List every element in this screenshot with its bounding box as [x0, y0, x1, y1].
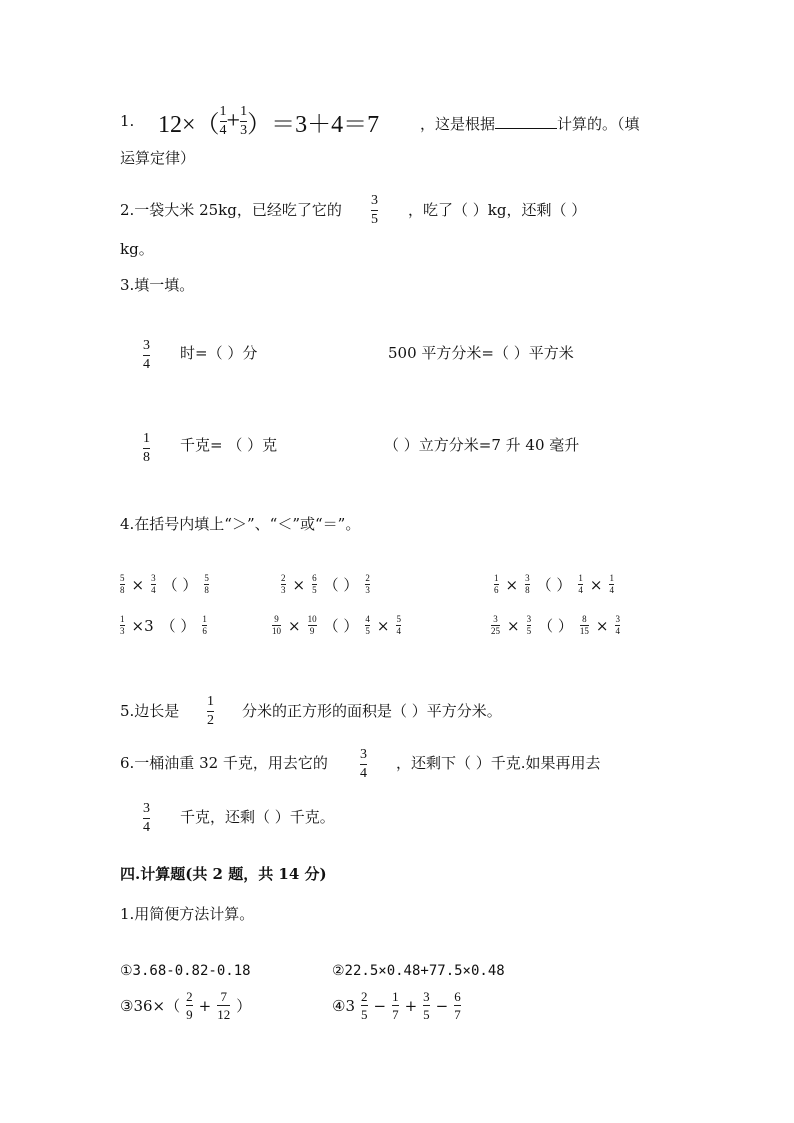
q1-text-a: ，这是根据: [420, 115, 496, 133]
q3-title: 3.填一填。: [120, 276, 195, 294]
fraction: $\frac{1}{4}$: [609, 573, 614, 595]
q5-text-b: 分米的正方形的面积是（ ）平方分米。: [242, 702, 502, 720]
fraction: $\frac{1}{7}$: [392, 989, 399, 1022]
fraction: $\frac{5}{4}$: [396, 614, 401, 636]
numerator: 3: [360, 747, 367, 762]
q6-text-c: 千克，还剩（ ）千克。: [180, 808, 335, 826]
numerator: 3: [143, 801, 150, 816]
fraction: $\frac{2}{3}$: [365, 573, 370, 595]
fraction: $\frac{3}{5}$: [526, 614, 532, 636]
q2-text-b: ，吃了（ ）kg，还剩（ ）: [408, 201, 587, 219]
denominator: 4: [219, 123, 227, 138]
q6-fraction-2: [143, 802, 150, 835]
q3-r1c2-text: 500 平方分米=（ ）平方米: [388, 344, 574, 362]
q1-line2: 运算定律）: [120, 149, 196, 167]
fraction: $\frac{10}{9}$: [307, 614, 317, 636]
answer-paren[interactable]: （ ）: [323, 617, 359, 635]
minus-sign: −: [435, 996, 449, 1015]
times-sign: ×: [376, 616, 390, 635]
times-sign: ×: [507, 616, 520, 635]
p4-start: ④3: [332, 996, 355, 1015]
answer-paren[interactable]: （ ）: [160, 617, 196, 635]
answer-paren[interactable]: （ ）: [162, 576, 198, 594]
answer-paren[interactable]: （ ）: [536, 576, 572, 594]
calc-problem-2: ②22.5×0.48+77.5×0.48: [332, 963, 505, 979]
numerator: 3: [371, 193, 378, 208]
fraction: $\frac{4}{5}$: [365, 614, 370, 636]
denominator: 4: [360, 766, 367, 781]
answer-paren[interactable]: （ ）: [323, 576, 359, 594]
q3-r2c1-text: 千克= （ ）克: [180, 436, 278, 454]
q1-fraction-1: [220, 105, 227, 138]
denominator: 5: [371, 212, 378, 227]
q4-title: 4.在括号内填上“＞”、“＜”或“＝”。: [120, 515, 361, 533]
q6-text-b: ，还剩下（ ）千克.如果再用去: [396, 754, 601, 772]
p3-start: ③36×（: [120, 997, 181, 1015]
p3-end: ）: [236, 997, 252, 1015]
numerator: 3: [143, 338, 150, 353]
answer-paren[interactable]: （ ）: [538, 617, 573, 635]
fraction: $\frac{5}{8}$: [204, 573, 209, 595]
numerator: 1: [143, 431, 150, 446]
q4-row2-item2: [272, 615, 401, 636]
plus-sign: +: [198, 996, 212, 1015]
fraction: $\frac{3}{4}$: [615, 614, 620, 636]
denominator: 8: [143, 450, 150, 465]
q1-expr-end: ）＝3＋4＝7: [247, 112, 380, 138]
q6-text-a: 6.一桶油重 32 千克，用去它的: [120, 754, 328, 772]
q1-expr-start: 12×（: [158, 112, 220, 138]
calc-problem-3: [120, 990, 251, 1021]
numerator: 1: [207, 694, 214, 709]
fraction: $\frac{1}{6}$: [494, 573, 499, 595]
q5-fraction: [207, 695, 214, 728]
q2-text-a: 2.一袋大米 25kg，已经吃了它的: [120, 201, 342, 219]
denominator: 4: [143, 357, 150, 372]
plus-sign: +: [404, 996, 418, 1015]
fraction: $\frac{3}{4}$: [151, 573, 156, 595]
fraction: $\frac{5}{8}$: [120, 573, 125, 595]
fraction: $\frac{3}{25}$: [491, 614, 500, 636]
fraction: $\frac{2}{9}$: [186, 989, 193, 1022]
times-sign: ×: [589, 575, 603, 594]
q5-text-a: 5.边长是: [120, 702, 180, 720]
q2-fraction: [371, 194, 378, 227]
q1-fraction-2: [240, 105, 247, 138]
q3-r2c2-text: （ ）立方分米=7 升 40 毫升: [384, 436, 580, 454]
fraction: $\frac{3}{8}$: [525, 573, 530, 595]
q3-r2c1-fraction: [143, 432, 150, 465]
q3-r1c1-fraction: [143, 339, 150, 372]
q4-row1-item3: [494, 574, 614, 595]
denominator: 4: [143, 820, 150, 835]
fraction: $\frac{9}{10}$: [272, 614, 281, 636]
fraction: $\frac{2}{5}$: [361, 989, 368, 1022]
fraction: $\frac{3}{5}$: [423, 989, 430, 1022]
denominator: 2: [207, 713, 214, 728]
times-sign: ×: [595, 616, 609, 635]
fraction: $\frac{1}{3}$: [120, 614, 125, 636]
q1-expression: [158, 104, 379, 139]
numerator: 1: [240, 104, 248, 119]
times-sign: ×: [131, 575, 145, 594]
section-4-q1-title: 1.用简便方法计算。: [120, 905, 255, 923]
q4-row2-item1: [120, 615, 207, 636]
times-sign: ×: [288, 616, 301, 635]
times-sign: ×: [505, 575, 519, 594]
q1-text: [420, 114, 640, 132]
section-4-title: 四.计算题(共 2 题，共 14 分): [120, 865, 327, 883]
q4-row2-item3: [491, 615, 620, 636]
q4-row1-item2: [281, 574, 370, 595]
minus-sign: −: [373, 996, 387, 1015]
fraction: $\frac{8}{15}$: [579, 614, 589, 636]
calc-problem-4: [332, 990, 461, 1021]
fraction: $\frac{2}{3}$: [281, 573, 286, 595]
q1-answer-blank[interactable]: [495, 114, 557, 129]
fraction: $\frac{7}{12}$: [217, 989, 231, 1022]
fraction: $\frac{1}{6}$: [202, 614, 207, 636]
fraction: $\frac{6}{7}$: [454, 989, 461, 1022]
denominator: 3: [240, 123, 248, 138]
q3-r1c1-text: 时=（ ）分: [180, 344, 258, 362]
q1-text-b: 计算的。（填: [557, 115, 640, 133]
numerator: 1: [219, 104, 227, 119]
q2-line2: kg。: [120, 240, 154, 258]
fraction: $\frac{1}{4}$: [578, 573, 583, 595]
times-three: ×3: [131, 616, 154, 635]
fraction: $\frac{6}{5}$: [312, 573, 317, 595]
times-sign: ×: [292, 575, 306, 594]
q1-plus: +: [226, 108, 241, 134]
q4-row1-item1: [120, 574, 209, 595]
q6-fraction-1: [360, 748, 367, 781]
q1-number: 1.: [120, 112, 135, 130]
calc-problem-1: ①3.68-0.82-0.18: [120, 963, 251, 979]
